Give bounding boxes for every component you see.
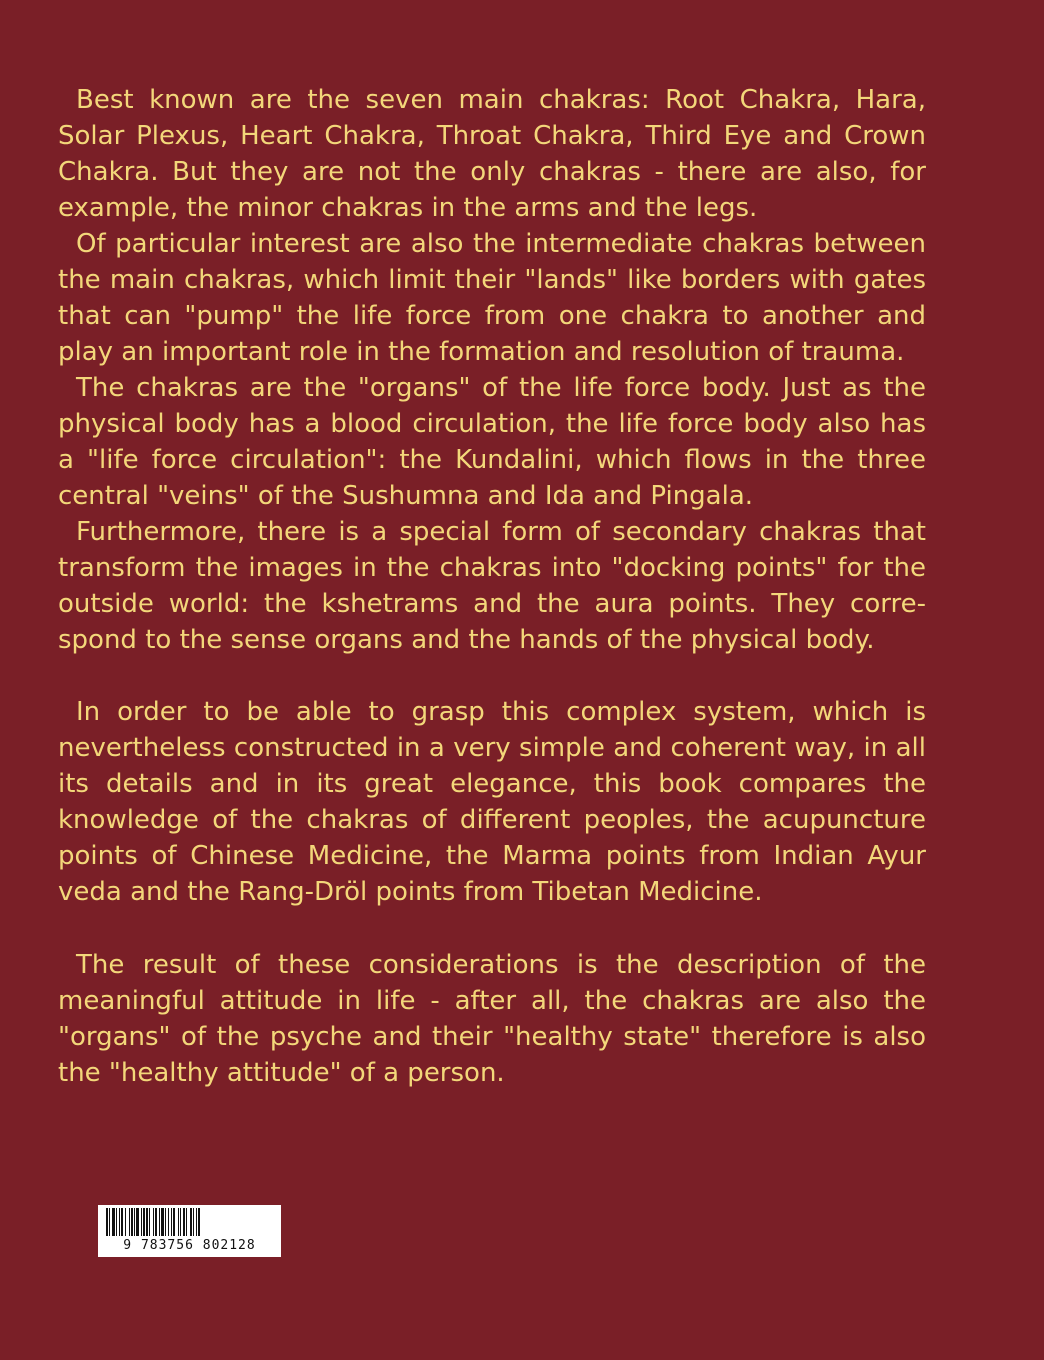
barcode-bar	[112, 1208, 115, 1236]
barcode-bar	[153, 1208, 154, 1236]
barcode-bar	[183, 1208, 185, 1236]
paragraph-book-comparison: In order to be able to grasp this complex system, which is nevertheless constructed in a very simple and coherent way, in all its details and in its great elegance, this book compares the knowledge of the chakras of different peoples, the acupuncture points of Chinese Medicine, the Marma points from Indian Ayur veda and the Rang-Dröl points from Tibetan Medicine.	[58, 697, 926, 907]
barcode-bar	[106, 1208, 108, 1236]
barcode-bar	[190, 1208, 192, 1236]
barcode-bar	[121, 1208, 123, 1236]
barcode-bar	[146, 1208, 148, 1236]
barcode-bar	[171, 1208, 172, 1236]
isbn-number: 9 783756 802128	[123, 1238, 256, 1253]
barcode-bar	[136, 1208, 139, 1236]
barcode-bar	[186, 1208, 187, 1236]
barcode-bar	[178, 1208, 179, 1236]
barcode-bar	[143, 1208, 145, 1236]
barcode-bar	[141, 1208, 142, 1236]
barcode-bar	[198, 1208, 200, 1236]
barcode-bar	[129, 1208, 130, 1236]
barcode-bar	[193, 1208, 194, 1236]
barcode-bar	[109, 1208, 110, 1236]
barcode-bar	[155, 1208, 157, 1236]
barcode-bar	[134, 1208, 135, 1236]
barcode-bar	[119, 1208, 120, 1236]
barcode-bar	[116, 1208, 117, 1236]
paragraph-main-chakras: Best known are the seven main chakras: Root Chakra, Hara, Solar Plexus, Heart Chakra, Throat Chakra, Third Eye and Crown Chakra. But they are not the only chakras - there are also, for example, the minor chakras in the arms and the legs.	[58, 85, 926, 223]
paragraph-result: The result of these considerations is the description of the meaningful attitude in life - after all, the chakras are also the "organs" of the psyche and their "healthy state" therefore is also the "healthy attitude" of a person.	[58, 950, 926, 1088]
paragraph-life-force-body: The chakras are the "organs" of the life force body. Just as the physical body has a blood circulation, the life force body also has a "life force circulation": the Kundalini, which flows in the three central "veins" of the Sushumna and Ida and Pingala.	[58, 373, 926, 511]
barcode-bar	[165, 1208, 166, 1236]
barcode-bar	[125, 1208, 126, 1236]
barcode-bar	[131, 1208, 133, 1236]
paragraph-intermediate-chakras: Of particular interest are also the intermediate chakras between the main chakras, which limit their "lands" like borders with gates that can "pump" the life force from one chakra to another and play an important role in the formation and resolution of trauma.	[58, 229, 926, 367]
barcode-bar	[161, 1208, 164, 1236]
conclusion-text	[58, 947, 926, 1091]
book-approach-text	[58, 694, 926, 910]
paragraph-secondary-chakras: Furthermore, there is a special form of secondary chakras that transform the images in the chakras into "docking points" for the outside world: the kshetrams and the aura points. They corre-spond to the sense organs and the hands of the physical body.	[58, 517, 926, 655]
barcode-bar	[196, 1208, 197, 1236]
barcode-bar	[173, 1208, 175, 1236]
barcode-bars-icon	[104, 1208, 275, 1236]
barcode-bar	[159, 1208, 160, 1236]
barcode-bar	[180, 1208, 181, 1236]
barcode-bar	[149, 1208, 150, 1236]
intro-text-group	[58, 82, 926, 658]
isbn-barcode	[98, 1205, 281, 1257]
barcode-bar	[168, 1208, 169, 1236]
